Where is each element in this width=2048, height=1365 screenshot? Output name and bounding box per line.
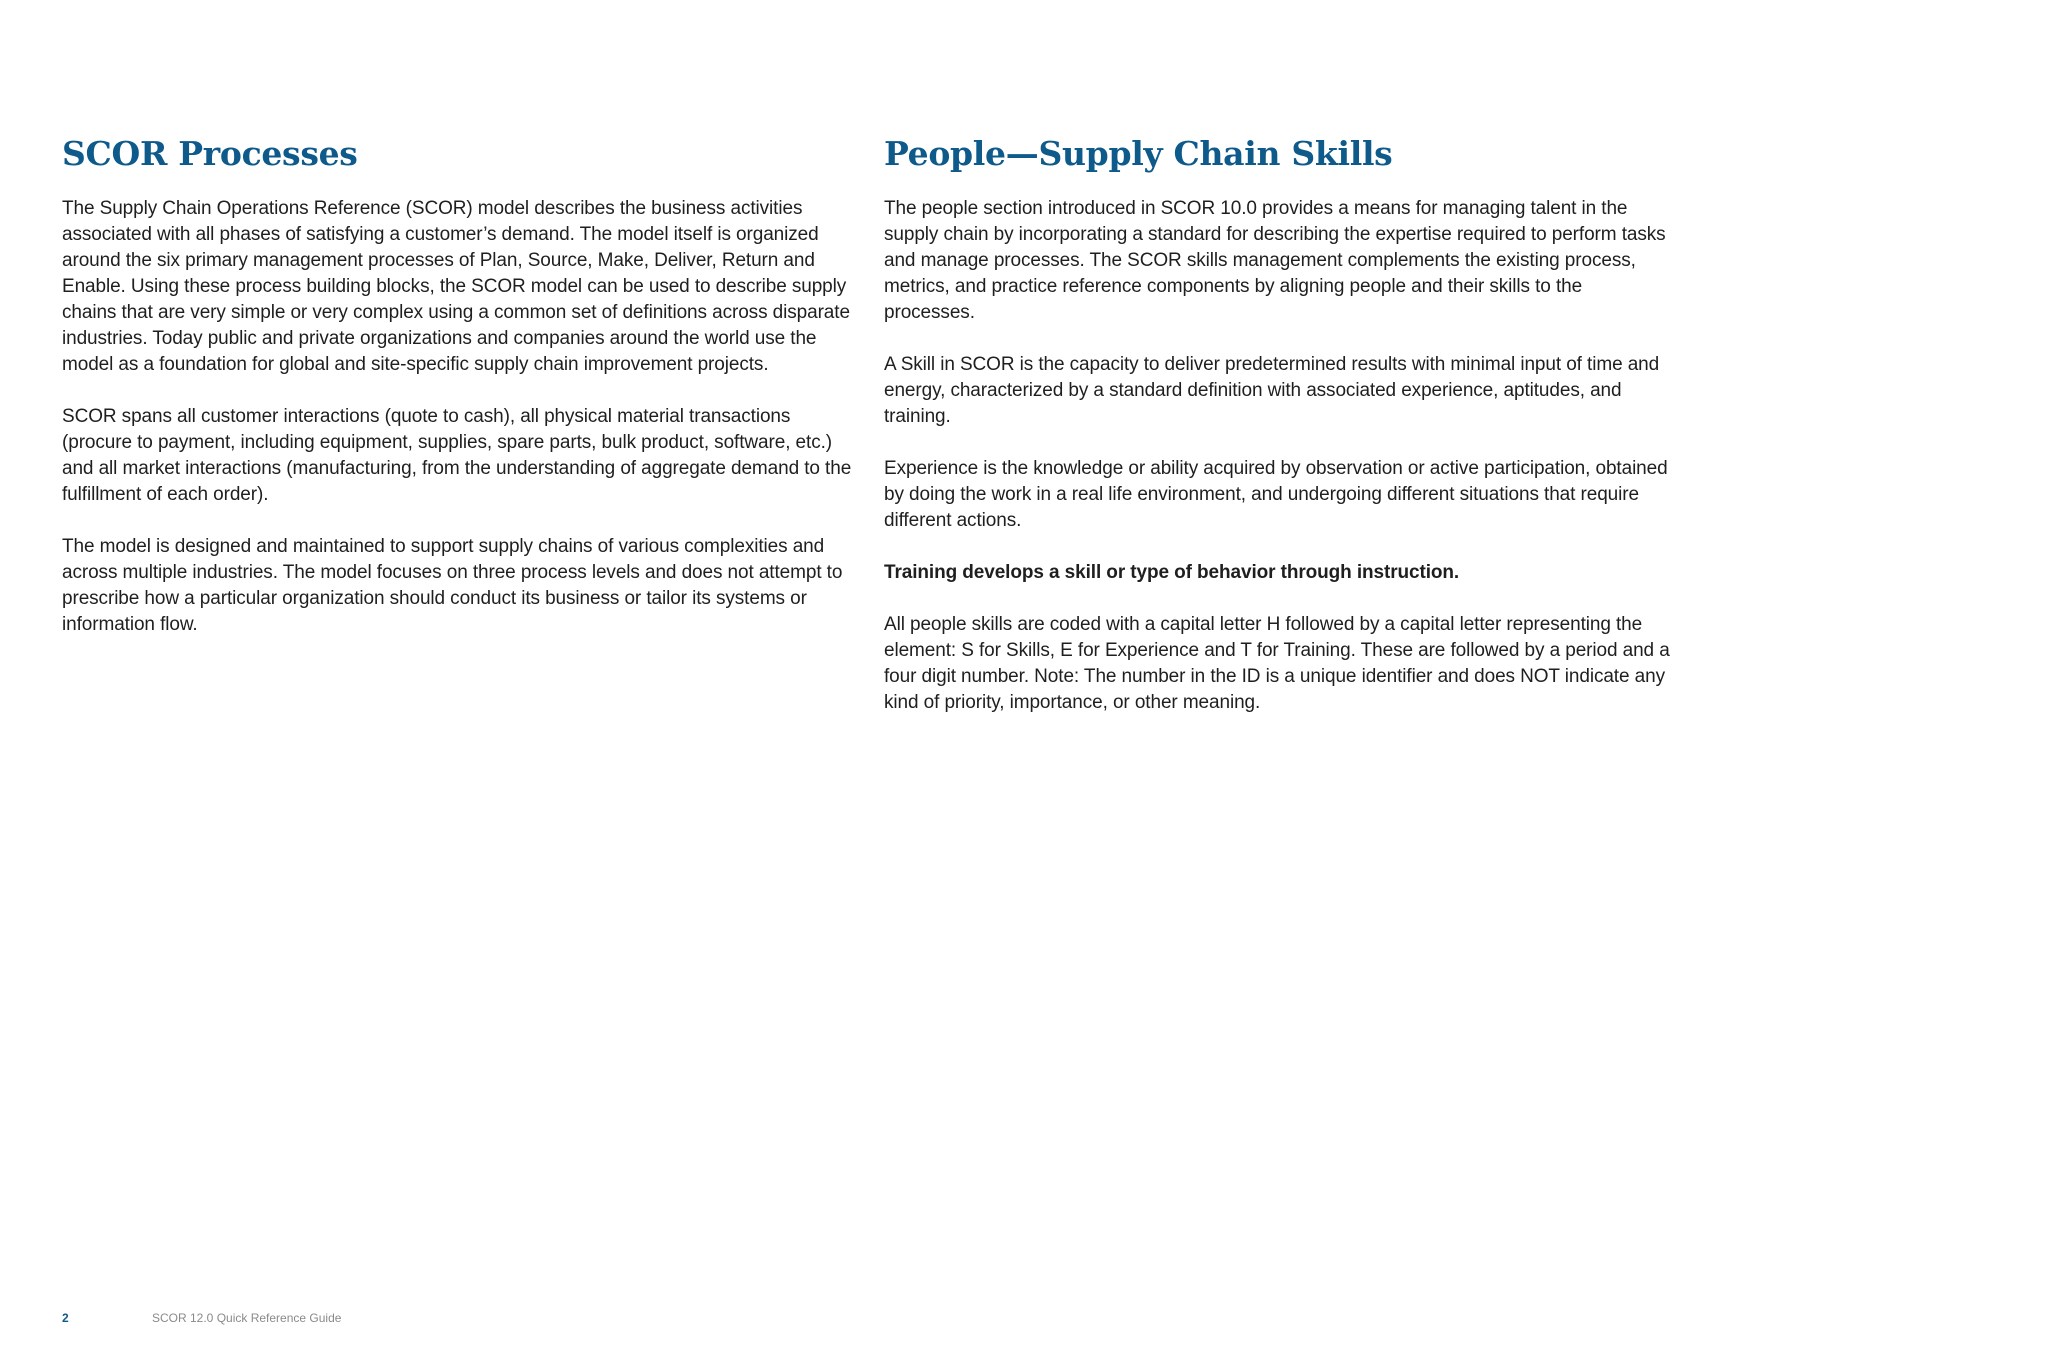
people-skills-paragraph-2: A Skill in SCOR is the capacity to deliver predetermined results with minimal input of time and energy, characterized by a standard definition with associated experience, aptitudes, and training. — [884, 354, 1660, 427]
people-skills-paragraph-1: The people section introduced in SCOR 10.0 provides a means for managing talent in the supply chain by incorporating a standard for describing the expertise required to perform tasks and manage processes. The SCOR skills management complements the existing process, metrics, and practice reference components by aligning people and their skills to the processes. — [884, 198, 1666, 323]
scor-processes-heading: SCOR Processes — [62, 134, 358, 173]
page-number: 2 — [62, 1311, 69, 1325]
people-skills-heading: People—Supply Chain Skills — [884, 134, 1393, 173]
footer-document-title: SCOR 12.0 Quick Reference Guide — [152, 1311, 342, 1325]
right-column — [884, 134, 1674, 742]
scor-processes-paragraph-3: The model is designed and maintained to support supply chains of various complexities and across multiple industries. The model focuses on three process levels and does not attempt to prescribe how a particular organization should conduct its business or tailor its systems or information flow. — [62, 536, 843, 635]
people-skills-paragraph-5: All people skills are coded with a capital letter H followed by a capital letter representing the element: S for Skills, E for Experience and T for Training. These are followed by a period and a four digit number. Note: The number in the ID is a unique identifier and does NOT indicate any kind of priority, importance, or other meaning. — [884, 614, 1670, 713]
scor-processes-paragraph-2: SCOR spans all customer interactions (quote to cash), all physical material transactions (procure to payment, including equipment, supplies, spare parts, bulk product, software, etc.) and all market interactions (manufacturing, from the understanding of aggregate demand to the fulfillment of each order). — [62, 406, 852, 505]
people-skills-training-paragraph: Training develops a skill or type of behavior through instruction. — [884, 562, 1460, 583]
left-column — [62, 134, 852, 664]
scor-processes-paragraph-1: The Supply Chain Operations Reference (SCOR) model describes the business activities associated with all phases of satisfying a customer’s demand. The model itself is organized around the six primary management processes of Plan, Source, Make, Deliver, Return and Enable. Using these process building blocks, the SCOR model can be used to describe supply chains that are very simple or very complex using a common set of definitions across disparate industries. Today public and private organizations and companies around the world use the model as a foundation for global and site-specific supply chain improvement projects. — [62, 198, 850, 375]
people-skills-paragraph-3: Experience is the knowledge or ability acquired by observation or active participation, obtained by doing the work in a real life environment, and undergoing different situations that require different actions. — [884, 458, 1668, 531]
